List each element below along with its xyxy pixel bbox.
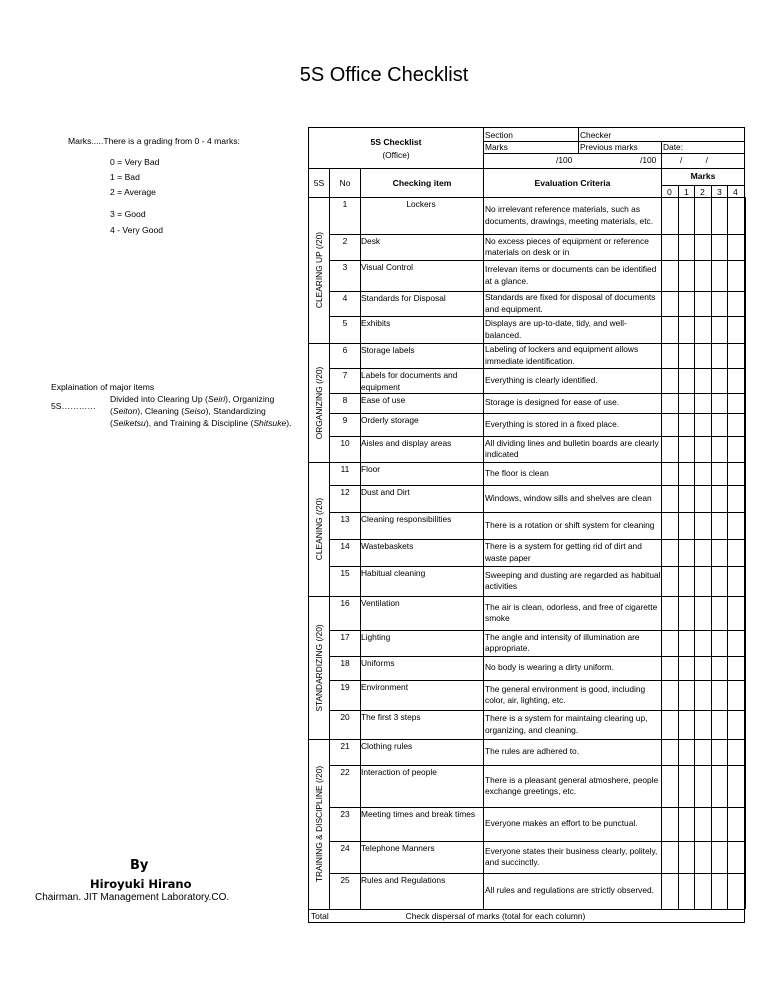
grid-line [483, 197, 484, 909]
evaluation-criteria: There is a system for getting rid of dirt and waste paper [485, 541, 642, 563]
mark-cell-4[interactable] [727, 462, 745, 485]
mark-cell-1[interactable] [678, 680, 694, 710]
mark-cell-0[interactable] [661, 368, 678, 393]
mark-col-2: 2 [700, 187, 705, 197]
group-label-text: CLEANING (/20) [314, 497, 324, 561]
mark-cell-4[interactable] [727, 873, 745, 909]
grade-1: 1 = Bad [110, 172, 140, 182]
author-by: By [130, 858, 149, 873]
mark-cell-1[interactable] [678, 596, 694, 630]
marks-label: Marks [485, 142, 508, 152]
mark-cell-0[interactable] [661, 393, 678, 413]
evaluation-criteria: Windows, window sills and shelves are clean [485, 492, 652, 503]
mark-cell-3[interactable] [711, 485, 727, 512]
mark-cell-2[interactable] [694, 291, 711, 316]
mark-cell-0[interactable] [661, 739, 678, 765]
checking-item: Telephone Manners [361, 843, 435, 853]
evaluation-criteria: Everything is stored in a fixed place. [485, 418, 620, 429]
mark-cell-4[interactable] [727, 291, 745, 316]
grade-3: 3 = Good [110, 209, 146, 219]
mark-cell-0[interactable] [661, 841, 678, 873]
mark-cell-2[interactable] [694, 234, 711, 260]
checking-item: Labels for documents and equipment [361, 370, 458, 392]
group-label-text: TRAINING & DISCIPLINE (/20) [314, 765, 324, 883]
row-number: 5 [342, 318, 348, 328]
evaluation-criteria: The air is clean, odorless, and free of cigarette smoke [485, 601, 658, 623]
evaluation-criteria: The rules are adhered to. [485, 746, 580, 757]
checking-item: Lighting [361, 632, 391, 642]
mark-cell-1[interactable] [678, 566, 694, 596]
mark-cell-1[interactable] [678, 485, 694, 512]
evaluation-criteria: All dividing lines and bulletin boards are clearly indicated [485, 437, 659, 459]
mark-cell-1[interactable] [678, 656, 694, 680]
explanation-heading: Explaination of major items [51, 382, 155, 392]
checking-item: The first 3 steps [361, 712, 421, 722]
previous-marks-value: /100 [640, 155, 657, 165]
group-clearing-up [309, 197, 329, 343]
mark-cell-2[interactable] [694, 680, 711, 710]
mark-cell-2[interactable] [694, 807, 711, 841]
checking-item: Habitual cleaning [361, 568, 426, 578]
previous-marks-label: Previous marks [580, 142, 638, 152]
row-number: 4 [342, 293, 348, 303]
mark-cell-3[interactable] [711, 291, 727, 316]
row-number: 7 [342, 370, 348, 380]
checking-item: Dust and Dirt [361, 487, 410, 497]
date-label: Date: [663, 142, 684, 152]
mark-cell-0[interactable] [661, 260, 678, 291]
mark-cell-2[interactable] [694, 710, 711, 739]
explanation-fragment: ), Standardizing ( [110, 406, 266, 428]
mark-cell-0[interactable] [661, 566, 678, 596]
mark-cell-0[interactable] [661, 234, 678, 260]
explanation-label: 5S………… [51, 401, 96, 411]
mark-cell-1[interactable] [678, 512, 694, 539]
checking-item: Interaction of people [361, 767, 437, 777]
mark-cell-3[interactable] [711, 368, 727, 393]
mark-cell-0[interactable] [661, 680, 678, 710]
mark-cell-4[interactable] [727, 710, 745, 739]
japanese-term: Seiri [207, 394, 226, 404]
row-number: 9 [342, 415, 348, 425]
evaluation-criteria: The general environment is good, including color, air, lighting, etc. [485, 683, 646, 705]
checking-item: Rules and Regulations [361, 875, 446, 885]
grid-line [745, 197, 746, 909]
row-number: 24 [340, 843, 350, 853]
explanation-fragment: ), and Training & Discipline ( [145, 418, 254, 428]
checking-item: Environment [361, 682, 409, 692]
mark-cell-2[interactable] [694, 656, 711, 680]
grade-2: 2 = Average [110, 187, 156, 197]
mark-cell-1[interactable] [678, 316, 694, 343]
mark-cell-0[interactable] [661, 512, 678, 539]
explanation-fragment: ), Organizing ( [110, 394, 275, 416]
mark-cell-0[interactable] [661, 596, 678, 630]
explanation-text [110, 393, 295, 429]
evaluation-criteria: Standards are fixed for disposal of documents and equipment. [485, 292, 656, 314]
mark-cell-0[interactable] [661, 765, 678, 807]
mark-cell-3[interactable] [711, 512, 727, 539]
checking-item: Uniforms [361, 658, 395, 668]
mark-cell-2[interactable] [694, 566, 711, 596]
row-number: 1 [342, 199, 348, 209]
mark-cell-3[interactable] [711, 260, 727, 291]
row-number: 6 [342, 345, 348, 355]
mark-cell-4[interactable] [727, 656, 745, 680]
mark-cell-0[interactable] [661, 462, 678, 485]
grid-line [578, 127, 579, 153]
row-number: 10 [340, 438, 350, 448]
checking-item: Desk [361, 236, 381, 246]
grid-line [329, 197, 330, 909]
mark-cell-1[interactable] [678, 436, 694, 462]
mark-cell-2[interactable] [694, 485, 711, 512]
mark-cell-1[interactable] [678, 260, 694, 291]
mark-cell-4[interactable] [727, 539, 745, 566]
mark-cell-4[interactable] [727, 260, 745, 291]
row-number: 23 [340, 809, 350, 819]
page-title: 5S Office Checklist [299, 64, 469, 86]
marks-value: /100 [556, 155, 573, 165]
mark-cell-2[interactable] [694, 512, 711, 539]
mark-cell-1[interactable] [678, 539, 694, 566]
group-label-text: ORGANIZING (/20) [314, 366, 324, 439]
mark-cell-2[interactable] [694, 630, 711, 656]
checklist-title: 5S Checklist [370, 137, 422, 147]
mark-cell-3[interactable] [711, 413, 727, 436]
mark-cell-0[interactable] [661, 873, 678, 909]
evaluation-criteria: There is a rotation or shift system for cleaning [485, 519, 655, 530]
mark-cell-0[interactable] [661, 539, 678, 566]
mark-cell-1[interactable] [678, 710, 694, 739]
mark-cell-2[interactable] [694, 197, 711, 234]
mark-cell-3[interactable] [711, 807, 727, 841]
evaluation-criteria: Irrelevan items or documents can be identified at a glance. [485, 264, 657, 286]
grade-4: 4 - Very Good [110, 225, 164, 235]
mark-cell-1[interactable] [678, 197, 694, 234]
checking-item: Orderly storage [361, 415, 419, 425]
mark-cell-3[interactable] [711, 596, 727, 630]
mark-cell-1[interactable] [678, 630, 694, 656]
mark-cell-2[interactable] [694, 596, 711, 630]
mark-cell-0[interactable] [661, 656, 678, 680]
mark-cell-1[interactable] [678, 739, 694, 765]
checking-item: Aisles and display areas [361, 438, 452, 448]
evaluation-criteria: There is a system for maintaing clearing up, organizing, and cleaning. [485, 713, 648, 735]
grading-marks-line: Marks.....There is a grading from 0 - 4 marks: [68, 136, 240, 146]
mark-cell-1[interactable] [678, 765, 694, 807]
total-label: Total [311, 911, 329, 921]
evaluation-criteria: Everyone makes an effort to be punctual. [485, 818, 638, 829]
mark-cell-4[interactable] [727, 343, 745, 368]
checking-item: Wastebaskets [361, 541, 414, 551]
mark-cell-4[interactable] [727, 368, 745, 393]
mark-cell-4[interactable] [727, 413, 745, 436]
col-marks-header: Marks [690, 171, 716, 181]
group-training-discipline [309, 739, 329, 909]
row-number: 17 [340, 632, 350, 642]
row-number: 25 [340, 875, 350, 885]
mark-cell-3[interactable] [711, 873, 727, 909]
evaluation-criteria: The floor is clean [485, 467, 549, 478]
col-criteria-header: Evaluation Criteria [534, 178, 611, 188]
evaluation-criteria: Displays are up-to-date, tidy, and well-balanced. [485, 318, 627, 340]
row-number: 22 [340, 767, 350, 777]
mark-cell-4[interactable] [727, 436, 745, 462]
mark-cell-3[interactable] [711, 680, 727, 710]
evaluation-criteria: No body is wearing a dirty uniform. [485, 662, 614, 673]
checklist-subtitle: (Office) [382, 150, 410, 160]
mark-cell-3[interactable] [711, 316, 727, 343]
row-number: 16 [340, 598, 350, 608]
mark-cell-1[interactable] [678, 234, 694, 260]
author-name: Hiroyuki Hirano [90, 877, 192, 891]
checking-item: Meeting times and break times [361, 809, 476, 819]
mark-cell-4[interactable] [727, 393, 745, 413]
mark-cell-1[interactable] [678, 841, 694, 873]
evaluation-criteria: Everyone states their business clearly, politely, and succinctly. [485, 845, 658, 867]
mark-cell-0[interactable] [661, 291, 678, 316]
mark-cell-0[interactable] [661, 343, 678, 368]
mark-cell-3[interactable] [711, 393, 727, 413]
mark-cell-1[interactable] [678, 807, 694, 841]
mark-cell-2[interactable] [694, 343, 711, 368]
group-cleaning [309, 462, 329, 596]
mark-cell-2[interactable] [694, 462, 711, 485]
explanation-fragment: ), Cleaning ( [137, 406, 185, 416]
mark-cell-4[interactable] [727, 765, 745, 807]
mark-cell-3[interactable] [711, 462, 727, 485]
row-number: 18 [340, 658, 350, 668]
mark-cell-2[interactable] [694, 841, 711, 873]
row-number: 20 [340, 712, 350, 722]
mark-cell-2[interactable] [694, 436, 711, 462]
mark-cell-4[interactable] [727, 739, 745, 765]
checking-item: Lockers [406, 199, 436, 209]
mark-cell-2[interactable] [694, 739, 711, 765]
checking-item: Cleaning responsibilities [361, 514, 452, 524]
mark-col-4: 4 [733, 187, 738, 197]
mark-cell-4[interactable] [727, 234, 745, 260]
mark-cell-0[interactable] [661, 807, 678, 841]
checking-item: Ease of use [361, 395, 406, 405]
checking-item: Storage labels [361, 345, 415, 355]
mark-cell-0[interactable] [661, 436, 678, 462]
checker-label: Checker [580, 130, 612, 140]
mark-cell-4[interactable] [727, 807, 745, 841]
total-text: Check dispersal of marks (total for each column) [405, 911, 586, 921]
row-number: 21 [340, 741, 350, 751]
mark-cell-4[interactable] [727, 197, 745, 234]
mark-cell-3[interactable] [711, 710, 727, 739]
japanese-term: Seiketsu [112, 418, 146, 428]
evaluation-criteria: There is a pleasant general atmoshere, people exchange greetings, etc. [485, 774, 659, 796]
row-number: 8 [342, 395, 348, 405]
group-label-text: CLEARING UP (/20) [314, 231, 324, 309]
mark-cell-1[interactable] [678, 462, 694, 485]
row-number: 19 [340, 682, 350, 692]
mark-cell-3[interactable] [711, 656, 727, 680]
row-number: 12 [340, 487, 350, 497]
japanese-term: Seiton [112, 406, 138, 416]
row-number: 15 [340, 568, 350, 578]
mark-cell-4[interactable] [727, 566, 745, 596]
row-number: 11 [340, 464, 350, 474]
mark-cell-2[interactable] [694, 539, 711, 566]
mark-cell-1[interactable] [678, 343, 694, 368]
mark-col-3: 3 [717, 187, 722, 197]
japanese-term: Shitsuke [253, 418, 287, 428]
evaluation-criteria: Sweeping and dusting are regarded as habitual activities [485, 569, 661, 591]
row-number: 13 [340, 514, 350, 524]
mark-cell-1[interactable] [678, 413, 694, 436]
mark-cell-3[interactable] [711, 197, 727, 234]
mark-cell-0[interactable] [661, 630, 678, 656]
evaluation-criteria: Labeling of lockers and equipment allows immediate identification. [485, 344, 639, 366]
group-standardizing [309, 596, 329, 739]
mark-cell-0[interactable] [661, 316, 678, 343]
mark-cell-3[interactable] [711, 436, 727, 462]
col-item-header: Checking item [392, 178, 452, 188]
mark-cell-1[interactable] [678, 368, 694, 393]
group-label-text: STANDARDIZING (/20) [314, 623, 324, 712]
mark-cell-1[interactable] [678, 291, 694, 316]
mark-cell-2[interactable] [694, 393, 711, 413]
row-number: 3 [342, 262, 348, 272]
mark-cell-3[interactable] [711, 739, 727, 765]
mark-cell-3[interactable] [711, 566, 727, 596]
grade-0: 0 = Very Bad [110, 157, 160, 167]
mark-cell-3[interactable] [711, 630, 727, 656]
evaluation-criteria: No excess pieces of equipment or reference materials on desk or in [485, 235, 649, 257]
checking-item: Exhibits [361, 318, 391, 328]
date-value: / / [680, 155, 708, 165]
group-organizing [309, 343, 329, 462]
mark-cell-2[interactable] [694, 260, 711, 291]
mark-cell-4[interactable] [727, 630, 745, 656]
mark-cell-4[interactable] [727, 841, 745, 873]
mark-cell-2[interactable] [694, 413, 711, 436]
mark-cell-1[interactable] [678, 393, 694, 413]
mark-cell-3[interactable] [711, 234, 727, 260]
mark-cell-4[interactable] [727, 316, 745, 343]
explanation-fragment: ). [286, 418, 292, 428]
mark-cell-0[interactable] [661, 485, 678, 512]
mark-cell-0[interactable] [661, 413, 678, 436]
mark-cell-3[interactable] [711, 841, 727, 873]
mark-col-0: 0 [667, 187, 672, 197]
evaluation-criteria: The angle and intensity of illumination are appropriate. [485, 631, 640, 653]
mark-cell-4[interactable] [727, 596, 745, 630]
mark-cell-0[interactable] [661, 710, 678, 739]
evaluation-criteria: Storage is designed for ease of use. [485, 397, 620, 408]
mark-cell-4[interactable] [727, 512, 745, 539]
evaluation-criteria: Everything is clearly identified. [485, 374, 598, 385]
mark-cell-2[interactable] [694, 765, 711, 807]
mark-col-1: 1 [684, 187, 689, 197]
checking-item: Floor [361, 464, 381, 474]
checking-item: Visual Control [361, 262, 413, 272]
mark-cell-0[interactable] [661, 197, 678, 234]
evaluation-criteria: No irrelevant reference materials, such as documents, drawings, meeting materials, etc. [485, 204, 654, 226]
checking-item: Clothing rules [361, 741, 413, 751]
col-no-header: No [339, 178, 351, 188]
mark-cell-3[interactable] [711, 765, 727, 807]
grid-line [309, 909, 745, 910]
grid-line [661, 185, 745, 186]
section-label: Section [485, 130, 513, 140]
japanese-term: Seiso [184, 406, 206, 416]
row-number: 2 [342, 236, 348, 246]
mark-cell-2[interactable] [694, 873, 711, 909]
mark-cell-3[interactable] [711, 539, 727, 566]
mark-cell-3[interactable] [711, 343, 727, 368]
author-affiliation: Chairman. JIT Management Laboratory.CO. [35, 892, 230, 903]
mark-cell-4[interactable] [727, 680, 745, 710]
evaluation-criteria: All rules and regulations are strictly observed. [485, 885, 654, 896]
explanation-fragment: Divided into Clearing Up ( [110, 394, 208, 404]
mark-cell-2[interactable] [694, 316, 711, 343]
row-number: 14 [340, 541, 350, 551]
mark-cell-2[interactable] [694, 368, 711, 393]
grid-line [309, 168, 745, 169]
mark-cell-1[interactable] [678, 873, 694, 909]
checking-item: Standards for Disposal [361, 293, 446, 303]
checking-item: Ventilation [361, 598, 400, 608]
mark-cell-4[interactable] [727, 485, 745, 512]
col-5s-header: 5S [313, 178, 325, 188]
